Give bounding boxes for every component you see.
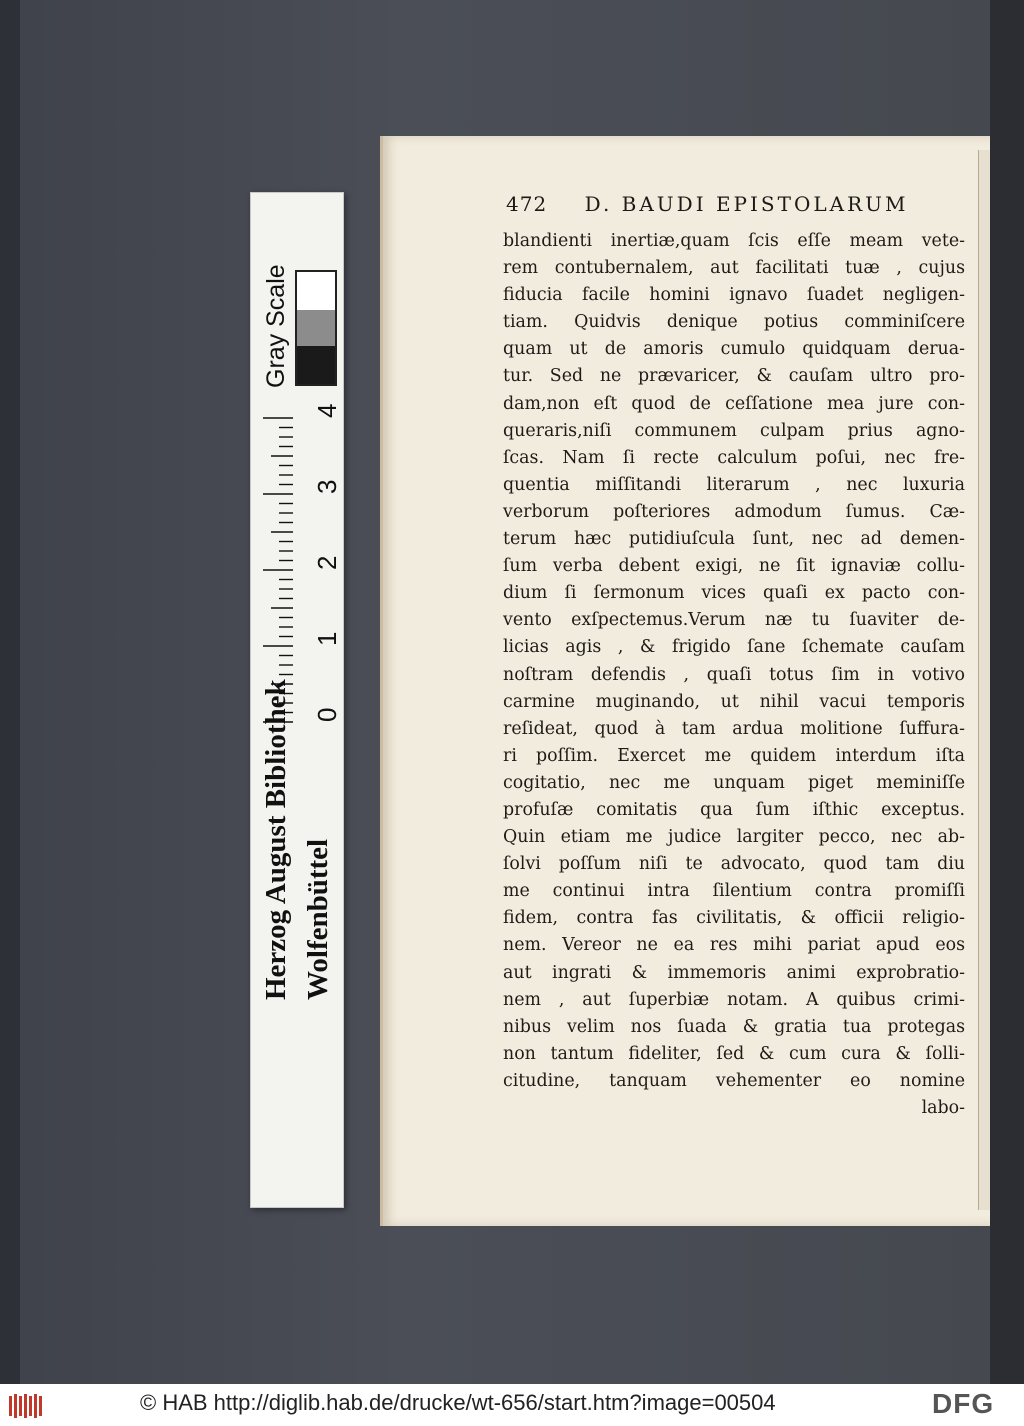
text-line: tiam. Quidvis denique potius comminiſcere — [503, 312, 965, 333]
text-line: ſcas. Nam ſi recte calculum poſui, nec fre- — [503, 447, 965, 468]
text-line: queraris,niſi communem culpam prius agno- — [503, 420, 965, 441]
footer-bar — [0, 1384, 1024, 1426]
dfg-logo: DFG — [932, 1388, 995, 1419]
text-line: cogitatio, nec me unquam piget meminiſſe — [503, 772, 965, 793]
text-line: nibus velim nos ſuada & gratia tua protegas — [503, 1016, 965, 1037]
page-number: 472 — [506, 192, 548, 216]
text-line: quentia miſſitandi literarum , nec luxuria — [503, 474, 965, 495]
text-line: blandienti inertiæ,quam ſcis eſſe meam vete- — [503, 231, 965, 251]
ruler-number-2: 2 — [312, 555, 342, 570]
right-dark-margin — [990, 0, 1024, 1384]
ruler-number-0: 0 — [312, 707, 342, 722]
text-line: rem contubernalem, aut facilitati tuæ , cujus — [503, 258, 965, 279]
text-line: labo- — [921, 1098, 965, 1118]
ruler-institution-line2: Wolfenbüttel — [302, 838, 334, 1000]
page-body-text — [503, 228, 965, 1122]
hab-logo-icon — [8, 1392, 44, 1420]
footer-credit-link[interactable]: © HAB http://diglib.hab.de/drucke/wt-656/start.htm?image=00504 — [140, 1390, 776, 1415]
text-line: terum hæc putidiuſcula ſunt, nec ad demen- — [503, 529, 965, 550]
text-line: ſum verba debent exigi, ne ſit ignaviæ collu- — [503, 556, 965, 577]
gray-swatch-dark — [297, 346, 335, 384]
text-line: tur. Sed ne prævaricer, & cauſam ultro pro- — [503, 366, 965, 387]
text-line: carmine muginando, ut nihil vacui temporis — [503, 691, 965, 712]
text-line: vento exſpectemus.Verum næ tu ſuaviter de- — [503, 610, 965, 631]
text-line: nem. Vereor ne ea res mihi pariat apud eos — [503, 935, 965, 956]
text-line: noſtram defendis , quaſi totus ſim in votivo — [503, 664, 965, 685]
left-dark-margin — [0, 0, 20, 1384]
text-line: citudine, tanquam vehementer eo nomine — [503, 1070, 965, 1091]
text-line: Quin etiam me judice largiter pecco, nec ab- — [503, 827, 965, 848]
ruler-number-4: 4 — [312, 403, 342, 418]
text-line: reſideat, quod à tam ardua molitione ſuffura- — [503, 718, 965, 739]
gray-scale-swatches — [295, 270, 337, 386]
text-line: quam ut de amoris cumulo quidquam derua- — [503, 339, 965, 360]
ruler-institution-line1: Herzog August Bibliothek — [260, 679, 292, 1000]
text-line: ri poſſim. Exercet me quidem interdum iſta — [503, 745, 965, 766]
ruler-number-3: 3 — [312, 479, 342, 494]
text-line: licias agis , & frigido ſane ſchemate cauſam — [503, 637, 965, 658]
text-line: nem , aut ſuperbiæ notam. A quibus crimi- — [503, 989, 965, 1010]
text-line: fidem, contra fas civilitatis, & officii religio- — [503, 908, 965, 929]
text-line: fiducia facile homini ignavo ſuadet negligen- — [503, 285, 965, 306]
text-line: ſolvi poſſum niſi te advocato, quod tam diu — [503, 854, 965, 875]
text-line: profuſæ comitatis qua ſum iſthic exceptus. — [503, 799, 965, 820]
text-line: dium ſi ſermonum vices quaſi ex pacto con- — [503, 583, 965, 604]
ruler-number-1: 1 — [312, 631, 342, 646]
text-line: me continui intra ſilentium contra promiſſi — [503, 881, 965, 902]
ruler-gray-scale-label: Gray Scale — [262, 264, 290, 388]
running-title: D. BAUDI EPISTOLARUM — [584, 192, 909, 216]
text-line: dam,non eſt quod de ceſſatione mea jure con- — [503, 393, 965, 414]
running-header — [506, 192, 946, 216]
gray-swatch-mid — [297, 310, 335, 346]
ruler-ticks — [255, 400, 295, 730]
text-line: aut ingrati & immemoris animi exprobratio- — [503, 962, 965, 983]
text-line: non tantum fideliter, ſed & cum cura & ſolli- — [503, 1043, 965, 1064]
text-line: verborum poſteriores admodum ſumus. Cæ- — [503, 501, 965, 522]
